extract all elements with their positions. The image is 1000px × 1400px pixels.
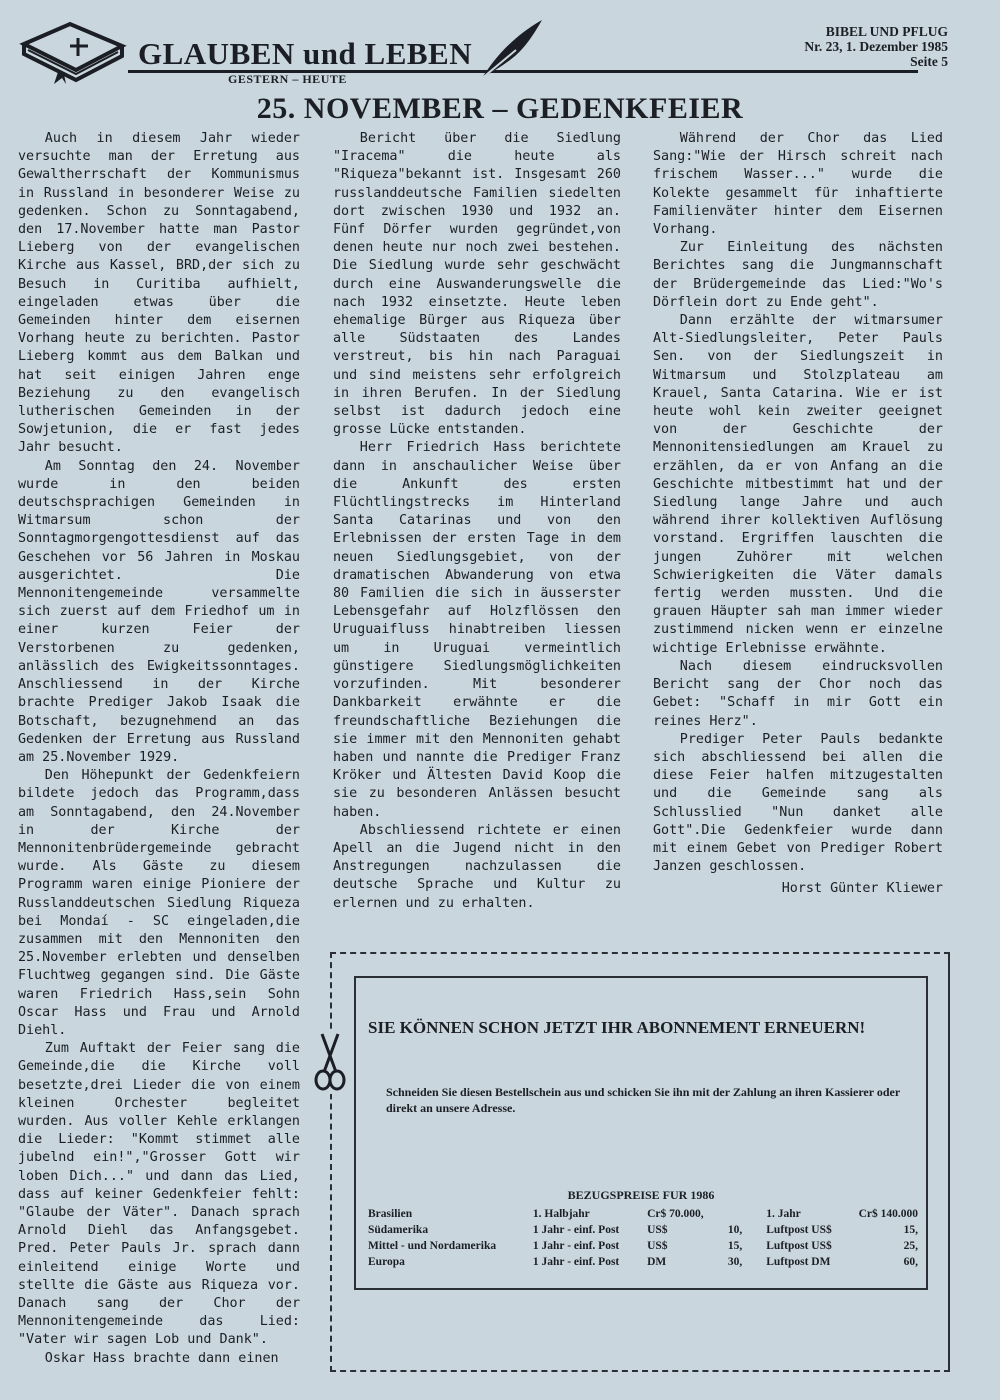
airmail-term: Luftpost DM — [766, 1256, 831, 1268]
paragraph: Bericht über die Siedlung "Iracema" die heute als "Riqueza"bekannt ist. Insgesamt 260 russlanddeutsche Familien siedelten dort zwischen 1930 und 1932 an. Fünf Dörfer wurden gegründet,von denen heute nur noch zwei bestehen. Die Siedlung wurde sehr geschwächt durch eine Auswanderungswelle die nach 1932 einsetzte. Heute leben ehemalige Bürger aus Riqueza über alle Südstaaten des Landes verstreut, bis hin nach Paraguai und sind meistens sehr erfolgreich in ihren Berufen. In der Siedlung selbst ist dadurch jedoch eine grosse Lücke entstanden. — [333, 131, 621, 438]
term: 1 Jahr - einf. Post — [532, 1240, 620, 1252]
currency: US$ — [647, 1240, 668, 1252]
price-table — [368, 1206, 918, 1270]
subscription-order-form — [354, 976, 928, 1290]
scissors-icon — [312, 1032, 348, 1094]
coupon-title: SIE KÖNNEN SCHON JETZT IHR ABONNEMENT ERNEUERN! — [368, 1018, 866, 1037]
article-headline: 25. NOVEMBER – GEDENKFEIER — [256, 92, 744, 125]
region: Mittel - und Nordamerika — [368, 1240, 497, 1252]
region: Südamerika — [368, 1224, 429, 1236]
airmail-term: Luftpost US$ — [766, 1224, 832, 1236]
price-row — [368, 1238, 918, 1254]
airmail-term: Luftpost US$ — [766, 1240, 832, 1252]
paragraph: Prediger Peter Pauls bedankte sich abschliessend bei allen die diese Feier halfen mitzugestalten und die Gemeinde sang als Schlusslied "Nun danket alle Gott".Die Gedenkfeier wurde dann mit einem Gebet von Prediger Robert Janzen geschlossen. — [653, 731, 943, 875]
article-column-3 — [653, 130, 943, 899]
plume-icon — [476, 16, 546, 82]
price-amount — [704, 1206, 743, 1222]
price-row — [368, 1206, 918, 1222]
paragraph: Dann erzählte der witmarsumer Alt-Siedlungsleiter, Peter Pauls Sen. von der Siedlungszeit in Witmarsum und Stolzplateau am Krauel, Santa Catarina. Wie er ist heute wohl kein zweiter geeignet von der Geschichte der Mennonitensiedlungen am Krauel zu erzählen, da er von Anfang an die Geschichte mitbestimmt hat und der Siedlung lange Jahre und auch während ihrer kollektiven Auflösung vorstand. Ergriffen lauschten die jungen Zuhörer mit welchen Schwierigkeiten die Väter damals fertig werden mussten. Und die grauen Häupter sah man immer wieder zustimmend nicken wenn er einzelne wichtige Erlebnisse erwähnte. — [653, 313, 943, 656]
price: Cr$ 70.000, — [647, 1208, 704, 1220]
article-column-2 — [333, 130, 621, 913]
price-row — [368, 1254, 918, 1270]
masthead — [18, 14, 948, 94]
airmail-term: 1. Jahr — [766, 1208, 801, 1220]
bible-book-icon — [18, 18, 128, 84]
paragraph: Zur Einleitung des nächsten Berichtes sang die Jungmannschaft der Brüdergemeinde das Lied:"Wo's Dörflein dort zu Ende geht". — [653, 240, 943, 310]
region: Brasilien — [368, 1208, 413, 1220]
publication-name: BIBEL UND PFLUG — [825, 24, 948, 39]
article-column-1 — [18, 130, 300, 1368]
paragraph: Abschliessend richtete er einen Apell an die Jugend nicht in den Anstregungen nachzulassen die deutsche Sprache und Kultur zu erlernen und zu erhalten. — [333, 822, 621, 911]
paragraph: Zum Auftakt der Feier sang die Gemeinde,die die Kirche voll besetzte,drei Lieder die von einem kleinen Orchester begleitet wurden. Aus voller Kehle erklangen die Lieder: "Kommt stimmet alle jubelnd ein!","Grosser Gott wir loben Dich..." und dann das Lied, dass auf keiner Gedenkfeier fehlt: "Glaube der Väter". Danach sprach Arnold Diehl das Anfangsgebet. Pred. Peter Pauls Jr. sprach dann einleitend einige Worte und stellte die Gäste aus Riqueza vor. Danach sang der Chor der Mennonitengemeinde das Lied: "Vater wir sagen Lob und Dank". — [18, 1041, 300, 1348]
prices-title: BEZUGSPREISE FUR 1986 — [567, 1188, 715, 1202]
masthead-title: GLAUBEN und LEBEN — [138, 36, 473, 71]
paragraph: Den Höhepunkt der Gedenkfeiern bildete jedoch das Programm,dass am Sonntagabend, den 24.November in der Kirche der Mennonitenbrüdergemeinde gebracht wurde. Als Gäste zu diesem Programm waren einige Pioniere der Russlanddeutschen Siedlung Riqueza bei Mondaí - SC eingeladen,die zusammen mit den Mennoniten den 25.November erlebten und denselben Fluchtweg gegangen sind. Die Gäste waren Friedrich Hass,sein Sohn Oscar Hass und Frau und Arnold Diehl. — [18, 768, 300, 1038]
paragraph: Nach diesem eindrucksvollen Bericht sang der Chor noch das Gebet: "Schaff in mir Gott ein reines Herz". — [653, 658, 943, 729]
price-amount: 30, — [727, 1256, 743, 1268]
masthead-subtitle: GESTERN – HEUTE — [228, 72, 347, 86]
page-number: Seite 5 — [910, 54, 948, 69]
term: 1 Jahr - einf. Post — [532, 1224, 620, 1236]
paragraph: Auch in diesem Jahr wieder versuchte man der Erretung aus Gewaltherrschaft der Kommunismus in Russland in besonderer Weise zu gedenken. Schon zu Sonntagabend, den 17.November hatte man Pastor Lieberg von der evangelischen Kirche aus Kassel, BRD,der sich zu Besuch in Curitiba aufhielt, eingeladen etwas über die Gemeinden hinter dem eisernen Vorhang heute zu berichten. Pastor Lieberg kommt aus dem Balkan und hat seit einigen Jahren enge Beziehung zu den evangelisch lutherischen Gemeinden in der Sowjetunion, die er fast jedes Jahr besucht. — [18, 131, 300, 456]
region: Europa — [368, 1256, 405, 1268]
issue-info — [804, 24, 948, 69]
price-amount: 10, — [727, 1224, 743, 1236]
paragraph: Am Sonntag den 24. November wurde in den beiden deutschsprachigen Gemeinden in Witmarsum schon der Sonntagmorgengottesdienst auf das Geschehen vor 56 Jahren in Moskau ausgerichtet. Die Mennonitengemeinde versammelte sich zuerst auf dem Friedhof um in einer kurzen Feier der Verstorbenen zu gedenken, anlässlich des Ewigkeitssonntages. Anschliessend in der Kirche brachte Prediger Jakob Isaak die Botschaft, bezugnehmend an das Gedenken der Erretung aus Russland am 25.November 1929. — [18, 458, 300, 765]
currency: US$ — [647, 1224, 668, 1236]
issue-number: Nr. 23, 1. Dezember 1985 — [804, 39, 948, 54]
price-row — [368, 1222, 918, 1238]
author-signature: Horst Günter Kliewer — [781, 881, 943, 897]
paragraph: Während der Chor das Lied Sang:"Wie der Hirsch schreit nach frischem Wasser..." wurde die Kolekte gesammelt für inhaftierte Familienväter hinter dem Eisernen Vorhang. — [653, 131, 943, 238]
airmail-price: 15, — [903, 1224, 918, 1236]
airmail-price: 25, — [903, 1240, 918, 1252]
airmail-price: Cr$ 140.000 — [858, 1208, 918, 1220]
term: 1. Halbjahr — [532, 1208, 590, 1220]
airmail-price: 60, — [903, 1256, 918, 1268]
coupon-instructions: Schneiden Sie diesen Bestellschein aus und schicken Sie ihn mit der Zahlung an ihren Kassierer oder direkt an unsere Adresse. — [386, 1085, 900, 1115]
term: 1 Jahr - einf. Post — [532, 1256, 620, 1268]
price-amount: 15, — [727, 1240, 743, 1252]
paragraph: Oskar Hass brachte dann einen — [44, 1350, 279, 1366]
paragraph: Herr Friedrich Hass berichtete dann in anschaulicher Weise über die Ankunft des ersten Flüchtlingstrecks im Hinterland Santa Catarinas und von den Erlebnissen der ersten Tage in dem neuen Siedlungsgebiet, von der dramatischen Abwanderung von etwa 80 Familien die sich in äusserster Lebensgefahr auf Holzflössen den Uruguaifluss hinabtreiben liessen um in Uruguai vermeintlich günstigere Siedlungsmöglichkeiten vorzufinden. Mit besonderer Dankbarkeit erwähnte er die freundschaftliche Beziehungen die sie immer mit den Mennoniten gehabt haben und nannte die Prediger Franz Kröker und Ältesten David Koop die sie zu besonderen Anlässen besucht haben. — [333, 440, 621, 820]
currency: DM — [647, 1256, 667, 1268]
